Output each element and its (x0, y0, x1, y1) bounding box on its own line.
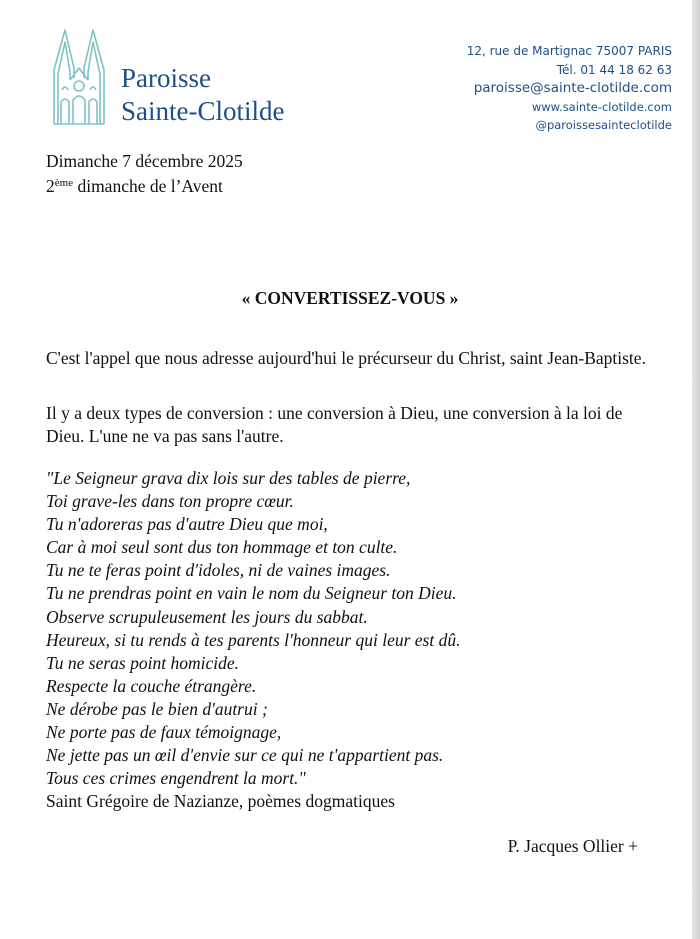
ordinal-suffix: ème (54, 177, 74, 189)
poem-line: Observe scrupuleusement les jours du sabbat. (46, 606, 368, 627)
homily-title: « CONVERTISSEZ-VOUS » (241, 288, 459, 308)
parish-name-line1: Paroisse (121, 63, 211, 93)
paragraph: Il y a deux types de conversion : une conversion à Dieu, une conversion à la loi de Dieu. L'une ne va pas sans l'autre. (46, 403, 623, 446)
contact-address: 12, rue de Martignac 75007 PARIS (466, 44, 672, 58)
church-facade-icon (52, 28, 106, 126)
contact-website[interactable]: www.sainte-clotilde.com (531, 99, 672, 114)
parish-name (121, 62, 284, 128)
contact-phone: Tél. 01 44 18 62 63 (556, 62, 672, 77)
contact-block (467, 42, 672, 135)
poem-line: Ne porte pas de faux témoignage, (46, 722, 282, 743)
poem-line: Tu ne seras point homicide. (46, 652, 239, 673)
poem-line: Car à moi seul sont dus ton hommage et ton culte. (46, 537, 398, 558)
poem-quote (46, 467, 646, 790)
poem-line: Tu ne te feras point d'idoles, ni de vaines images. (46, 560, 391, 581)
poem-line: Respecte la couche étrangère. (46, 675, 257, 696)
liturgical-day-text: dimanche de l’Avent (73, 176, 223, 196)
date-line: Dimanche 7 décembre 2025 (46, 151, 243, 171)
poem-line: "Le Seigneur grava dix lois sur des tables de pierre, (46, 468, 411, 488)
author-signature: P. Jacques Ollier + (507, 836, 638, 856)
paragraph: C'est l'appel que nous adresse aujourd'hui le précurseur du Christ, saint Jean-Baptiste. (46, 348, 646, 368)
quote-source: Saint Grégoire de Nazianze, poèmes dogmatiques (46, 791, 395, 811)
poem-line: Tu ne prendras point en vain le nom du Seigneur ton Dieu. (46, 583, 457, 604)
poem-line: Ne jette pas un œil d'envie sur ce qui ne t'appartient pas. (46, 745, 444, 766)
poem-line: Tous ces crimes engendrent la mort." (46, 768, 306, 789)
ordinal-number: 2 (46, 176, 55, 196)
contact-social[interactable]: @paroissesainteclotilde (535, 118, 672, 132)
page-edge-shadow (692, 0, 700, 939)
poem-line: Heureux, si tu rends à tes parents l'honneur qui leur est dû. (46, 629, 461, 650)
contact-email[interactable]: paroisse@sainte-clotilde.com (473, 80, 672, 96)
liturgical-day (46, 172, 243, 197)
parish-name-line2: Sainte-Clotilde (121, 96, 285, 126)
poem-line: Toi grave-les dans ton propre cœur. (46, 491, 294, 512)
date-block (46, 150, 243, 197)
poem-line: Ne dérobe pas le bien d'autrui ; (46, 698, 268, 719)
poem-line: Tu n'adoreras pas d'autre Dieu que moi, (46, 514, 328, 535)
